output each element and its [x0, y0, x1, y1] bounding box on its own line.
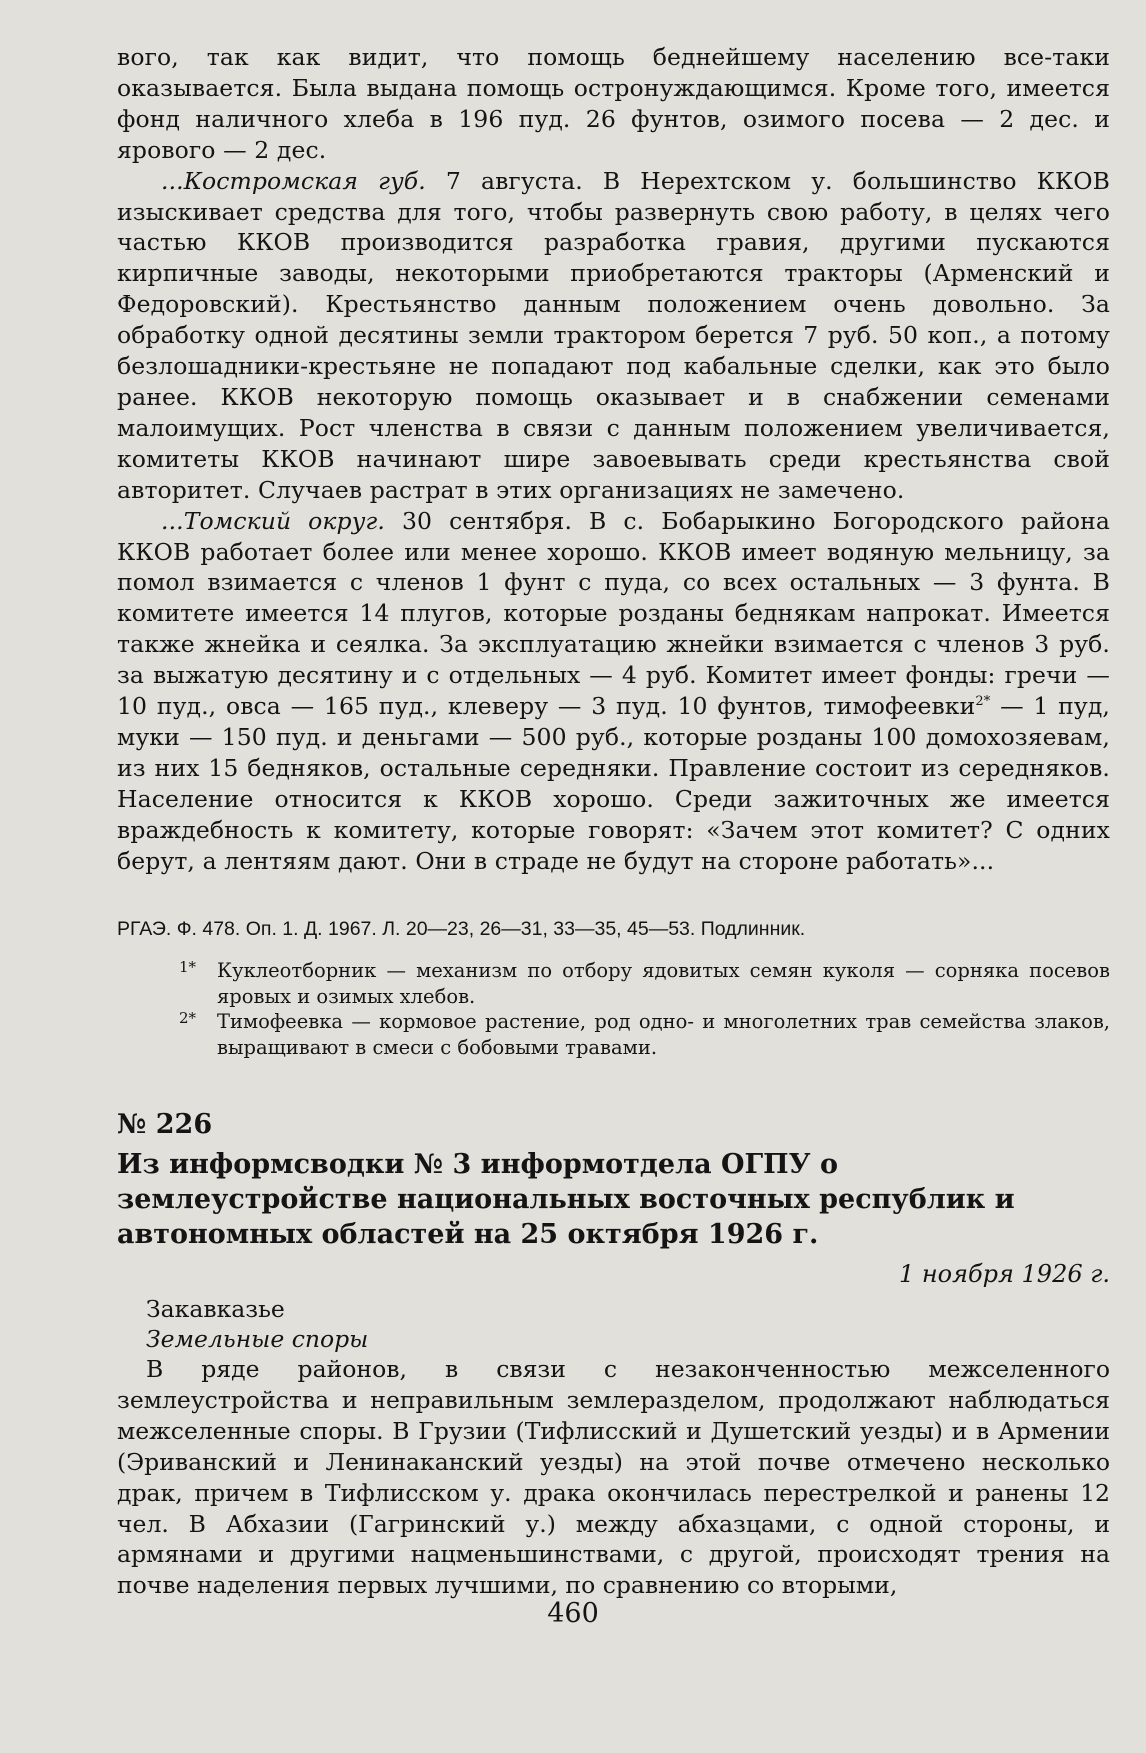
section-heading: Закавказье [146, 1295, 285, 1323]
footnote-mark: 2* [179, 1009, 197, 1027]
paragraph-kostroma [117, 166, 1110, 506]
archive-source: РГАЭ. Ф. 478. Оп. 1. Д. 1967. Л. 20—23, 26—31, 33—35, 45—53. Подлинник. [117, 918, 806, 940]
document-date: 1 ноября 1926 г. [898, 1260, 1110, 1288]
document-number: № 226 [117, 1109, 213, 1140]
paragraph-kostroma-text: 7 августа. В Нерехтском у. большинство ККОВ изыскивает средства для того, чтобы развернуть свою работу, в целях чего частью ККОВ производится разработка гравия, другими пускаются кирпичные заводы, некоторыми приобретаются тракторы (Арменский и Федоровский). Крестьянство данным положением очень довольно. За обработку одной десятины земли трактором берется 7 руб. 50 коп., а потому безлошадники-крестьяне не попадают под кабальные сделки, как это было ранее. ККОВ некоторую помощь оказывает и в снабжении семенами малоимущих. Рост членства в связи с данным положением увеличивается, комитеты ККОВ начинают шире завоевывать среди крестьянства свой авторитет. Случаев растрат в этих организациях не замечено. [117, 166, 1110, 504]
paragraph-disputes: В ряде районов, в связи с незаконченностью межселенного землеустройства и неправильным землеразделом, продолжают наблюдаться межселенные споры. В Грузии (Тифлисский и Душетский уезды) и в Армении (Эриванский и Ленинаканский уезды) на этой почве отмечено несколько драк, причем в Тифлисском у. драка окончилась перестрелкой и ранены 12 чел. В Абхазии (Гагринский у.) между абхазцами, с одной стороны, и армянами и другими нацменьшинствами, с другой, происходят трения на почве наделения первых лучшими, по сравнению со вторыми, [117, 1355, 1110, 1600]
region-label-kostroma: ...Костромская губ. [161, 166, 426, 195]
footnote-text: Тимофеевка — кормовое растение, род одно- и многолетних трав семейства злаков, выращивают в смеси с бобовыми травами. [217, 1010, 1110, 1059]
subsection-heading: Земельные споры [146, 1325, 369, 1353]
body-text-bottom [117, 1354, 1110, 1601]
footnote [179, 1009, 1110, 1060]
paragraph-tomsk-text-a: 30 сентября. В с. Бобарыкино Богородского района ККОВ работает более или менее хорошо. ККОВ имеет водяную мельницу, за помол взимается с членов 1 фунт с пуда, со всех остальных — 3 фунта. В комитете имеется 14 плугов, которые розданы беднякам напрокат. Имеется также жнейка и сеялка. За эксплуатацию жнейки взимается с членов 3 руб. за выжатую десятину и с отдельных — 4 руб. Комитет имеет фонды: гречи — 10 пуд., овса — 165 пуд., клеверу — 3 пуд. 10 фунтов, тимофеевки [117, 506, 1110, 721]
paragraph-continuation: вого, так как видит, что помощь беднейшему населению все-таки оказывается. Была выдана помощь остронуждающимся. Кроме того, имеется фонд наличного хлеба в 196 пуд. 26 фунтов, озимого посева — 2 дес. и ярового — 2 дес. [117, 43, 1110, 164]
paragraph-tomsk [117, 506, 1110, 877]
document-title: Из информсводки № 3 информотдела ОГПУ о землеустройстве национальных восточных республик и автономных областей на 25 октября 1926 г. [117, 1149, 1015, 1250]
paragraph-tomsk-text-b: — 1 пуд, муки — 150 пуд. и деньгами — 500 руб., которые розданы 100 домохозяевам, из них 15 бедняков, остальные середняки. Правление состоит из середняков. Население относится к ККОВ хорошо. Среди зажиточных же имеется враждебность к комитету, которые говорят: «Зачем этот комитет? С одних берут, а лентяям дают. Они в страде не будут на стороне работать»... [117, 692, 1110, 875]
footnote [179, 958, 1110, 1009]
footnotes [179, 958, 1110, 1060]
footnote-mark: 1* [179, 958, 197, 976]
footnote-text: Куклеотборник — механизм по отбору ядовитых семян куколя — сорняка посевов яровых и озимых хлебов. [217, 959, 1110, 1008]
page-number: 460 [547, 1598, 599, 1629]
region-label-tomsk: ...Томский округ. [161, 506, 385, 535]
footnote-ref-2: 2* [975, 694, 991, 710]
body-text-top [117, 42, 1110, 876]
